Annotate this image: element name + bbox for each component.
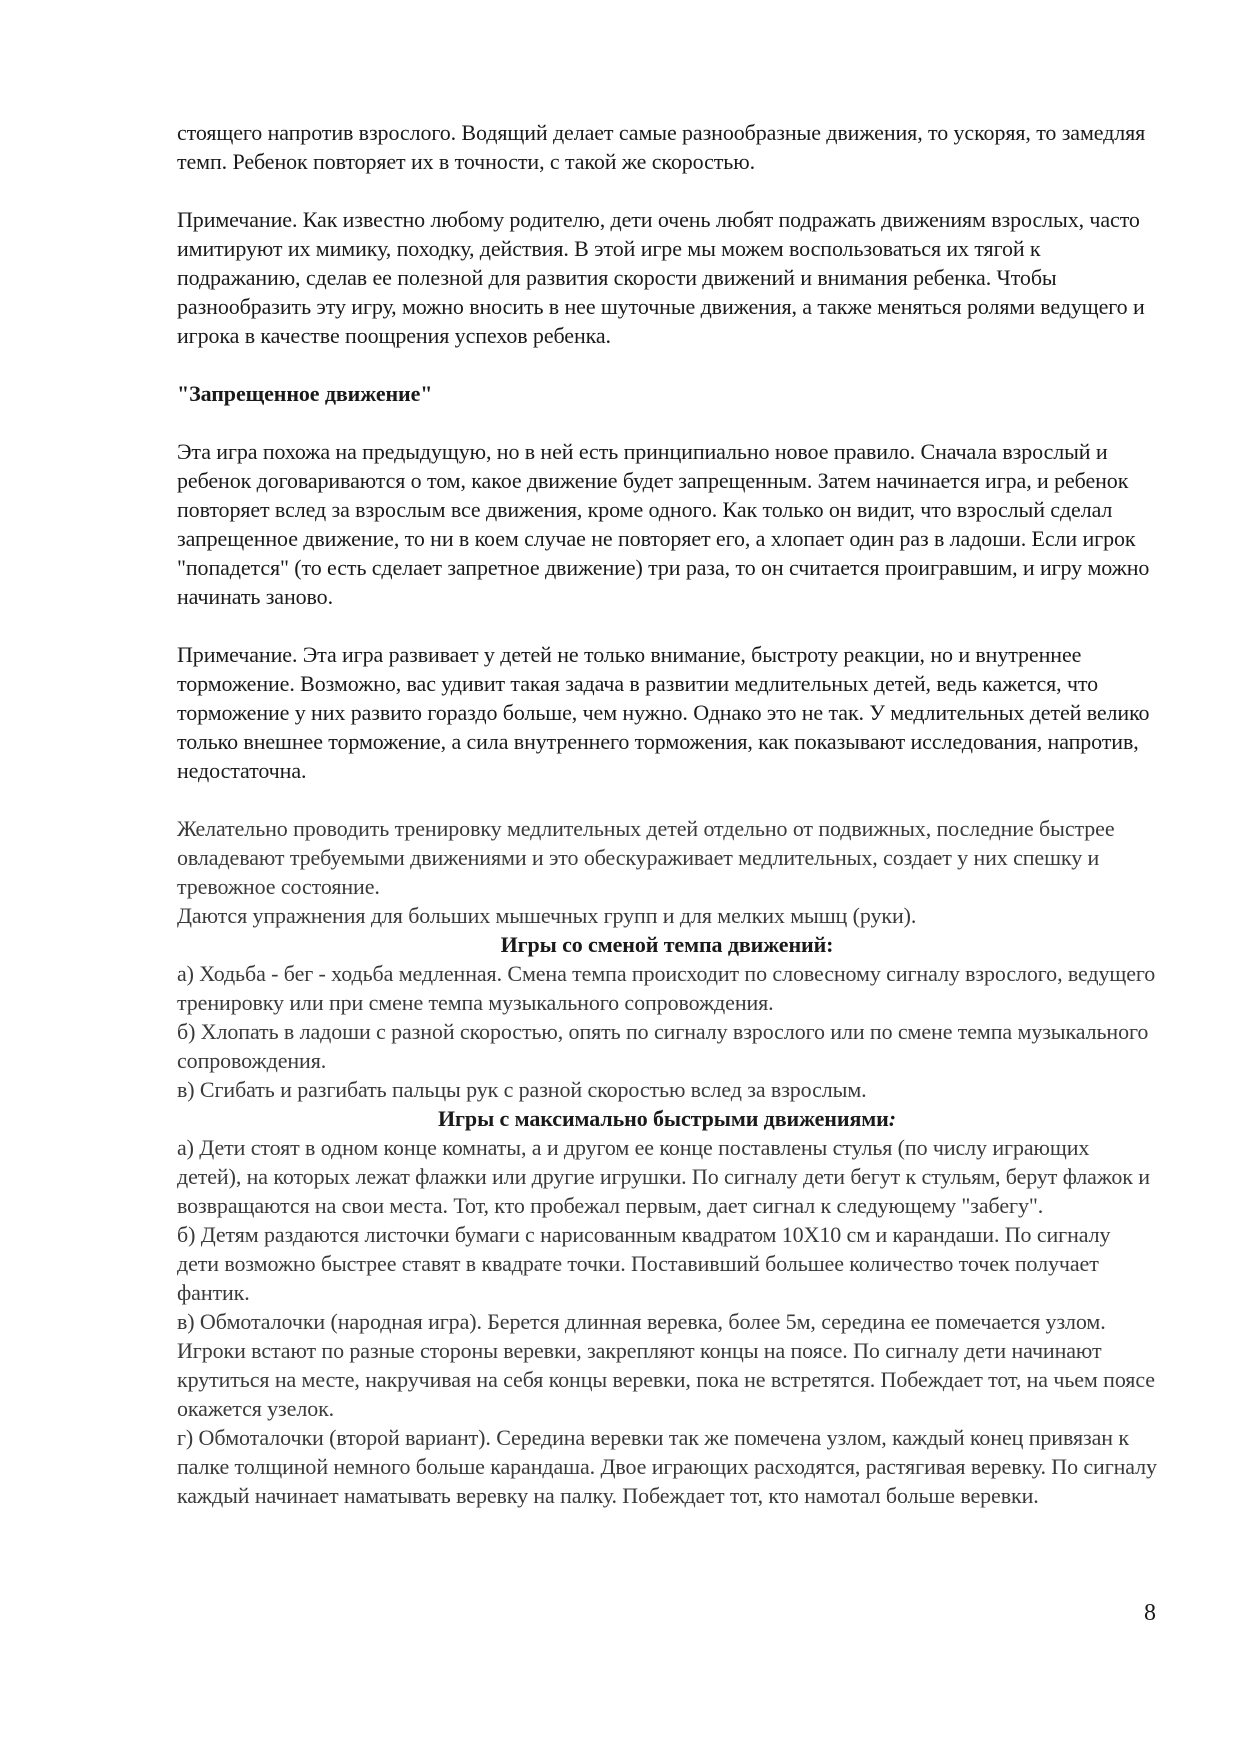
subheading-fast-games: [177, 1104, 1157, 1133]
subheading-fast-games-text: Игры с максимально быстрыми движениями: [438, 1106, 889, 1131]
paragraph-note-2: Примечание. Эта игра развивает у детей не только внимание, быстроту реакции, но и внутреннее торможение. Возможно, вас удивит такая задача в развитии медлительных детей, ведь кажется, что торможение у них развито гораздо больше, чем нужно. Однако это не так. У медлительных детей велико только внешнее торможение, а сила внутреннего торможения, как показывают исследования, напротив, недостаточна.: [177, 642, 1150, 783]
list-item-tempo-a: а) Ходьба - бег - ходьба медленная. Смена темпа происходит по словесному сигналу взрослого, ведущего тренировку или при смене темпа музыкального сопровождения.: [177, 961, 1156, 1015]
section-heading: "Запрещенное движение": [177, 381, 433, 406]
paragraph-note-1: Примечание. Как известно любому родителю, дети очень любят подражать движениям взрослых, часто имитируют их мимику, походку, действия. В этой игре мы можем воспользоваться их тягой к подражанию, сделав ее полезной для развития скорости движений и внимания ребенка. Чтобы разнообразить эту игру, можно вносить в нее шуточные движения, а также меняться ролями ведущего и игрока в качестве поощрения успехов ребенка.: [177, 207, 1145, 348]
subheading-fast-games-colon: :: [888, 1106, 896, 1131]
list-item-fast-a: а) Дети стоят в одном конце комнаты, а и другом ее конце поставлены стулья (по числу играющих детей), на которых лежат флажки или другие игрушки. По сигналу дети бегут к стульям, берут флажок и возвращаются на свои места. Тот, кто пробежал первым, дает сигнал к следующему "забегу".: [177, 1135, 1150, 1218]
list-item-tempo-b: б) Хлопать в ладоши с разной скоростью, опять по сигналу взрослого или по смене темпа музыкального сопровождения.: [177, 1019, 1149, 1073]
document-body: [177, 118, 1157, 1510]
paragraph-training: Желательно проводить тренировку медлительных детей отдельно от подвижных, последние быстрее овладевают требуемыми движениями и это обескураживает медлительных, создает у них спешку и тревожное состояние.: [177, 816, 1115, 899]
list-item-fast-c: в) Обмоталочки (народная игра). Берется длинная веревка, более 5м, середина ее помечается узлом. Игроки встают по разные стороны веревки, закрепляют концы на поясе. По сигналу дети начинают крутиться на месте, накручивая на себя концы веревки, пока не встретятся. Побеждает тот, на чьем поясе окажется узелок.: [177, 1309, 1155, 1421]
subheading-tempo-games: Игры со сменой темпа движений:: [500, 932, 834, 957]
paragraph-game-rules: Эта игра похожа на предыдущую, но в ней есть принципиально новое правило. Сначала взрослый и ребенок договариваются о том, какое движение будет запрещенным. Затем начинается игра, и ребенок повторяет вслед за взрослым все движения, кроме одного. Как только он видит, что взрослый сделал запрещенное движение, то ни в коем случае не повторяет его, а хлопает один раз в ладоши. Если игрок "попадется" (то есть сделает запретное движение) три раза, то он считается проигравшим, и игру можно начинать заново.: [177, 439, 1150, 609]
list-item-tempo-c: в) Сгибать и разгибать пальцы рук с разной скоростью вслед за взрослым.: [177, 1077, 867, 1102]
list-item-fast-b: б) Детям раздаются листочки бумаги с нарисованным квадратом 10Х10 см и карандаши. По сигналу дети возможно быстрее ставят в квадрате точки. Поставивший большее количество точек получает фантик.: [177, 1222, 1111, 1305]
paragraph-exercises: Даются упражнения для больших мышечных групп и для мелких мышц (руки).: [177, 903, 917, 928]
page-number: 8: [1144, 1600, 1156, 1626]
list-item-fast-d: г) Обмоталочки (второй вариант). Середина веревки так же помечена узлом, каждый конец привязан к палке толщиной немного больше карандаша. Двое играющих расходятся, растягивая веревку. По сигналу каждый начинает наматывать веревку на палку. Побеждает тот, кто намотал больше веревки.: [177, 1425, 1157, 1508]
paragraph-intro: стоящего напротив взрослого. Водящий делает самые разнообразные движения, то ускоряя, то замедляя темп. Ребенок повторяет их в точности, с такой же скоростью.: [177, 120, 1146, 174]
